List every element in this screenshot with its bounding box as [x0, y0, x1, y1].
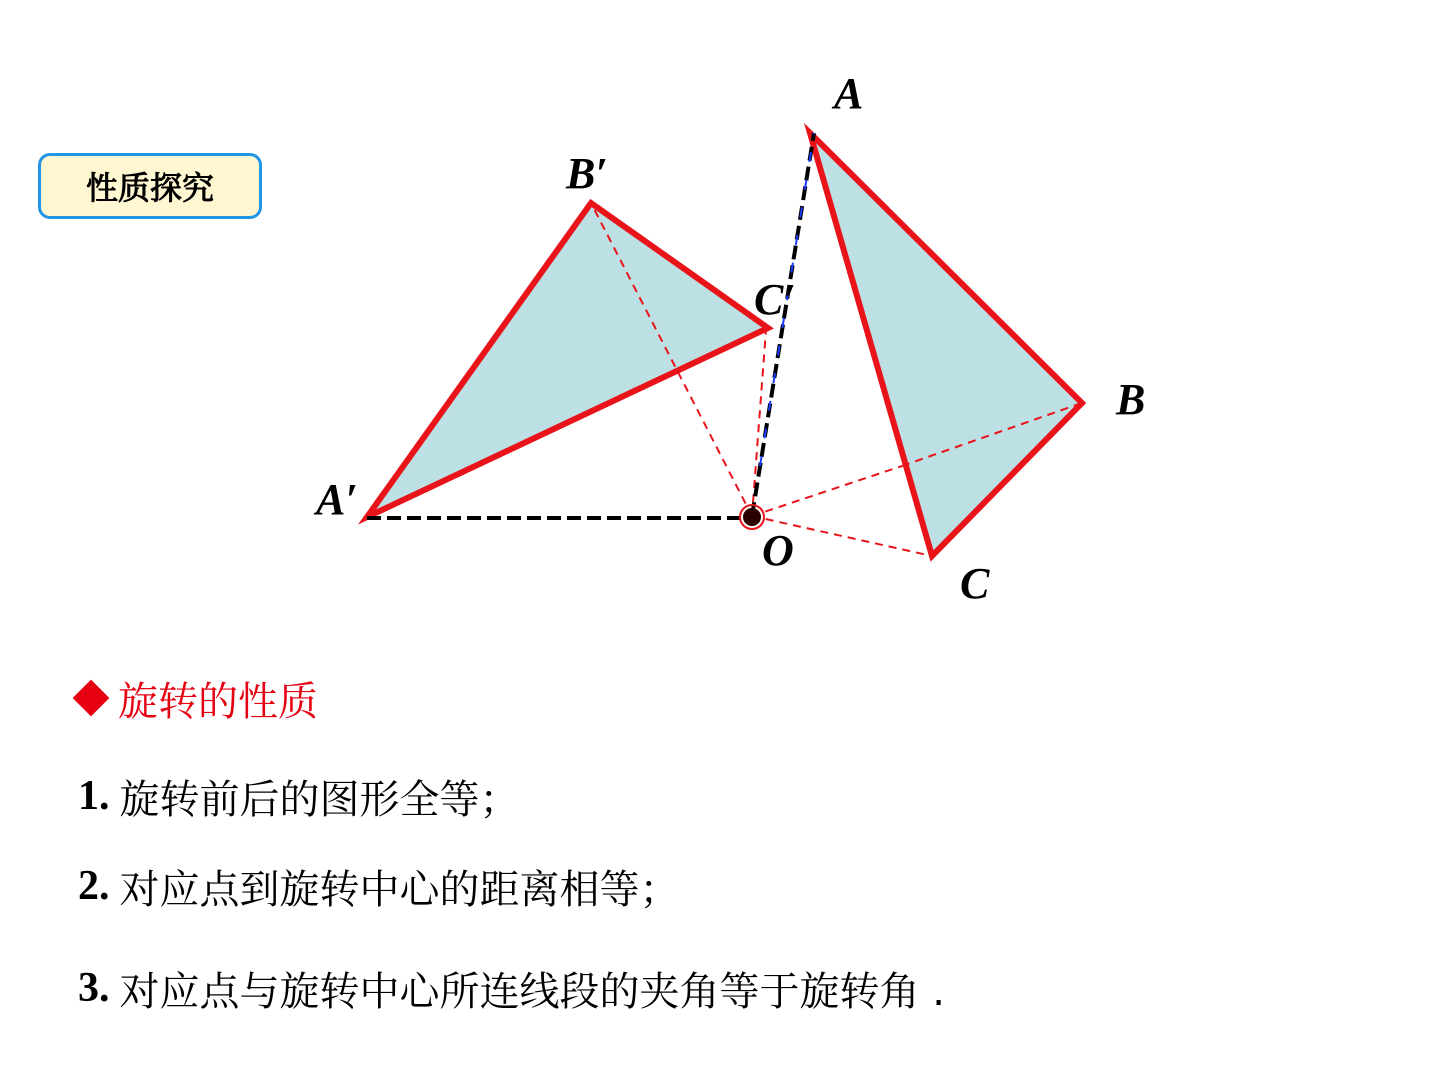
property-text: 对应点与旋转中心所连线段的夹角等于旋转角 .: [119, 968, 945, 1015]
label-point-o: O: [762, 526, 794, 575]
label-point-c: C: [960, 559, 990, 608]
property-item: [78, 958, 945, 1018]
property-item: [78, 766, 520, 826]
center-point-o: [743, 508, 761, 526]
property-number: 1.: [78, 773, 110, 819]
property-item: [78, 856, 680, 916]
properties-heading: [70, 668, 318, 728]
diamond-bullet-icon: [73, 680, 110, 717]
triangle-a-prime-b-prime-c-prime: [367, 203, 768, 517]
label-point-c-prime: C′: [754, 275, 796, 324]
section-badge-label: 性质探究: [85, 169, 214, 207]
property-text: 对应点到旋转中心的距离相等；: [119, 866, 680, 913]
property-number: 2.: [78, 863, 110, 909]
label-point-b: B: [1116, 375, 1146, 424]
property-text: 旋转前后的图形全等；: [119, 776, 520, 823]
label-point-a: A: [834, 69, 864, 118]
label-point-b-prime: B′: [566, 149, 608, 198]
guide-line-o-b: [752, 466, 902, 516]
label-point-a-prime: A′: [316, 475, 358, 524]
property-number: 3.: [78, 965, 110, 1011]
triangle-abc: [810, 133, 1082, 556]
properties-heading-text: 旋转的性质: [118, 678, 318, 725]
guide-line-o-c-prime: [752, 330, 766, 516]
